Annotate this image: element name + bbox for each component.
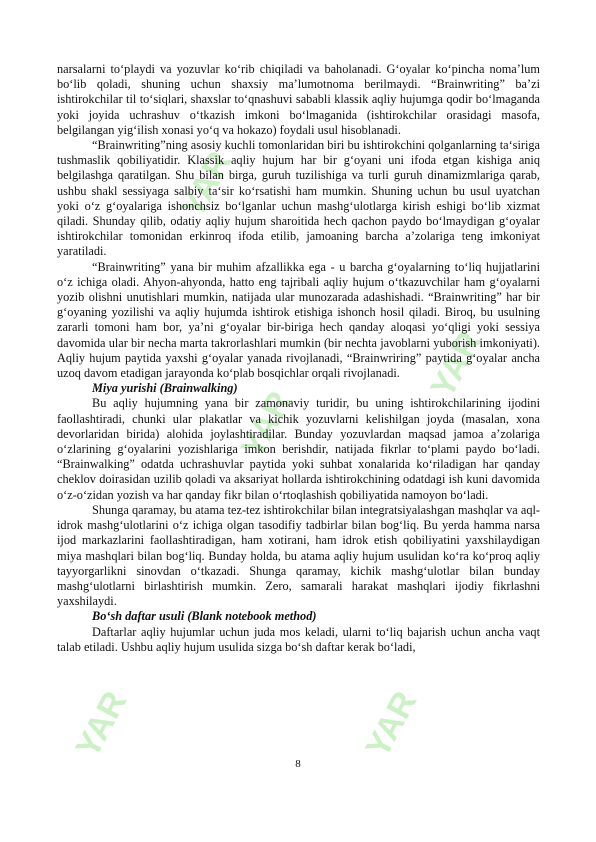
paragraph: Daftarlar aqliy hujumlar uchun juda mos keladi, ularni to‘liq bajarish uchun ancha vaqt talab etiladi. Ushbu aqliy hujum usulida sizga bo‘sh daftar kerak bo‘ladi, — [57, 624, 540, 654]
watermark-glyph: YAR — [173, 145, 240, 224]
paragraph: narsalarni to‘playdi va yozuvlar ko‘rib chiqiladi va baholanadi. G‘oyalar ko‘pincha noma’lum bo‘lib qoladi, shuning uchun shaxsiy ma’lumotnoma berilmaydi. “Brainwriting” ba’zi ishtirokchilar til to‘siqlari, shaxslar to‘qnashuvi sababli klassik aqliy hujumga qodir bo‘lmaganda yoki joyida uchrashuv o‘tkazish imkoni bo‘lmaganida (ishtirokchilar orasidagi masofa, belgilangan yig‘ilish xonasi yo‘q va hokazo) foydali usul hisoblanadi. — [57, 62, 540, 137]
watermark-glyph: YAR — [233, 385, 300, 464]
document-body — [57, 62, 540, 655]
watermark-glyph: YAR — [68, 685, 135, 764]
paragraph: “Brainwriting” yana bir muhim afzallikka ega - u barcha g‘oyalarning to‘liq hujjatlarini o‘z ichiga oladi. Ahyon-ahyonda, hatto eng tajribali aqliy hujum o‘tkazuvchilar ham g‘oyalarni yozib olishni unutishlari mumkin, natijada ular munozarada adashishadi. “Brainwriting” har bir g‘oyaning yozilishi va aqliy hujumda ishtirok etishiga ishonch hosil qiladi. Biroq, bu usulning zararli tomoni ham bor, ya’ni g‘oyalar bir-biriga hech qanday aloqasi yo‘qligi yoki sessiya davomida ular bir necha marta takrorlashlari mumkin (bir nechta javoblarni yuborish imkoniyati). Aqliy hujum paytida yaxshi g‘oyalar yanada rivojlanadi, “Brainwriring” paytida g‘oyalar ancha uzoq davom etadigan jarayonda ko‘plab bosqichlar orqali rivojlanadi. — [57, 259, 540, 381]
page-number: 8 — [295, 758, 301, 770]
section-heading: Bo‘sh daftar usuli (Blank notebook method) — [92, 609, 317, 624]
paragraph: “Brainwriting”ning asosiy kuchli tomonlaridan biri bu ishtirokchini qolganlarning ta‘siriga tushmaslik qobiliyatidir. Klassik aqliy hujum har bir g‘oyani uni ifoda etgan kishiga aniq belgilashga qaratilgan. Shu bilan birga, guruh tuzilishiga va turli guruh dinamizmlariga qarab, ushbu shakl sessiyaga salbiy ta‘sir ko‘rsatishi ham mumkin. Shuning uchun bu usul uyatchan yoki o‘z g‘oyalariga ishonchsiz bo‘lganlar uchun mashg‘ulotlarga kirish eshigi bo‘lib xizmat qiladi. Shunday qilib, odatiy aqliy hujum sharoitida hech qachon paydo bo‘lmaydigan g‘oyalar ishtirokchilar tomonidan erkinroq ifoda etilib, jamoaning barcha a’zolariga teng imkoniyat yaratiladi. — [57, 138, 540, 259]
paragraph: Shunga qaramay, bu atama tez-tez ishtirokchilar bilan integratsiyalashgan mashqlar va aql-idrok mashg‘ulotlarini o‘z ichiga olgan tasodifiy tadbirlar bilan bog‘liq. Bu yerda hamma narsa ijod markazlarini faollashtiradigan, ham xotirani, ham idrok etish qobiliyatini yaxshilaydigan miya mashqlari bilan bog‘liq. Bunday holda, bu atama aqliy hujum usulidan ko‘ra ko‘proq aqliy tayyorgarlikni sinovdan o‘tkazadi. Shunga qaramay, kichik mashg‘ulotlar bilan bunday mashg‘ulotlarni birlashtirish mumkin. Zero, samarali harakat mashqlari ijodiy fikrlashni yaxshilaydi. — [57, 502, 540, 609]
section-heading: Miya yurishi (Brainwalking) — [92, 381, 238, 396]
paragraph: Bu aqliy hujumning yana bir zamonaviy turidir, bu uning ishtirokchilarining ijodini faollashtiradi, chunki ular plakatlar va kichik yozuvlarni kelishilgan joyda (masalan, xona devorlaridan birida) alohida joylashtiradilar. Bunday yozuvlardan maqsad jamoa a’zolariga o‘zlarining g‘oyalarini yozishlariga imkon berishdir, natijada fikrlar to‘plami paydo bo‘ladi. “Brainwalking” odatda uchrashuvlar paytida yoki suhbat xonalarida ko‘riladigan har qanday cheklov doirasidan uzilib qoladi va aksariyat hollarda ishtirokchining odatdagi ish kuni davomida o‘z-o‘zidan yozish va har qanday fikr bilan o‘rtoqlashish qobiliyatida namoyon bo‘ladi. — [57, 396, 540, 502]
watermark-glyph: YAR — [358, 685, 425, 764]
watermark-glyph: YAR — [423, 325, 490, 404]
